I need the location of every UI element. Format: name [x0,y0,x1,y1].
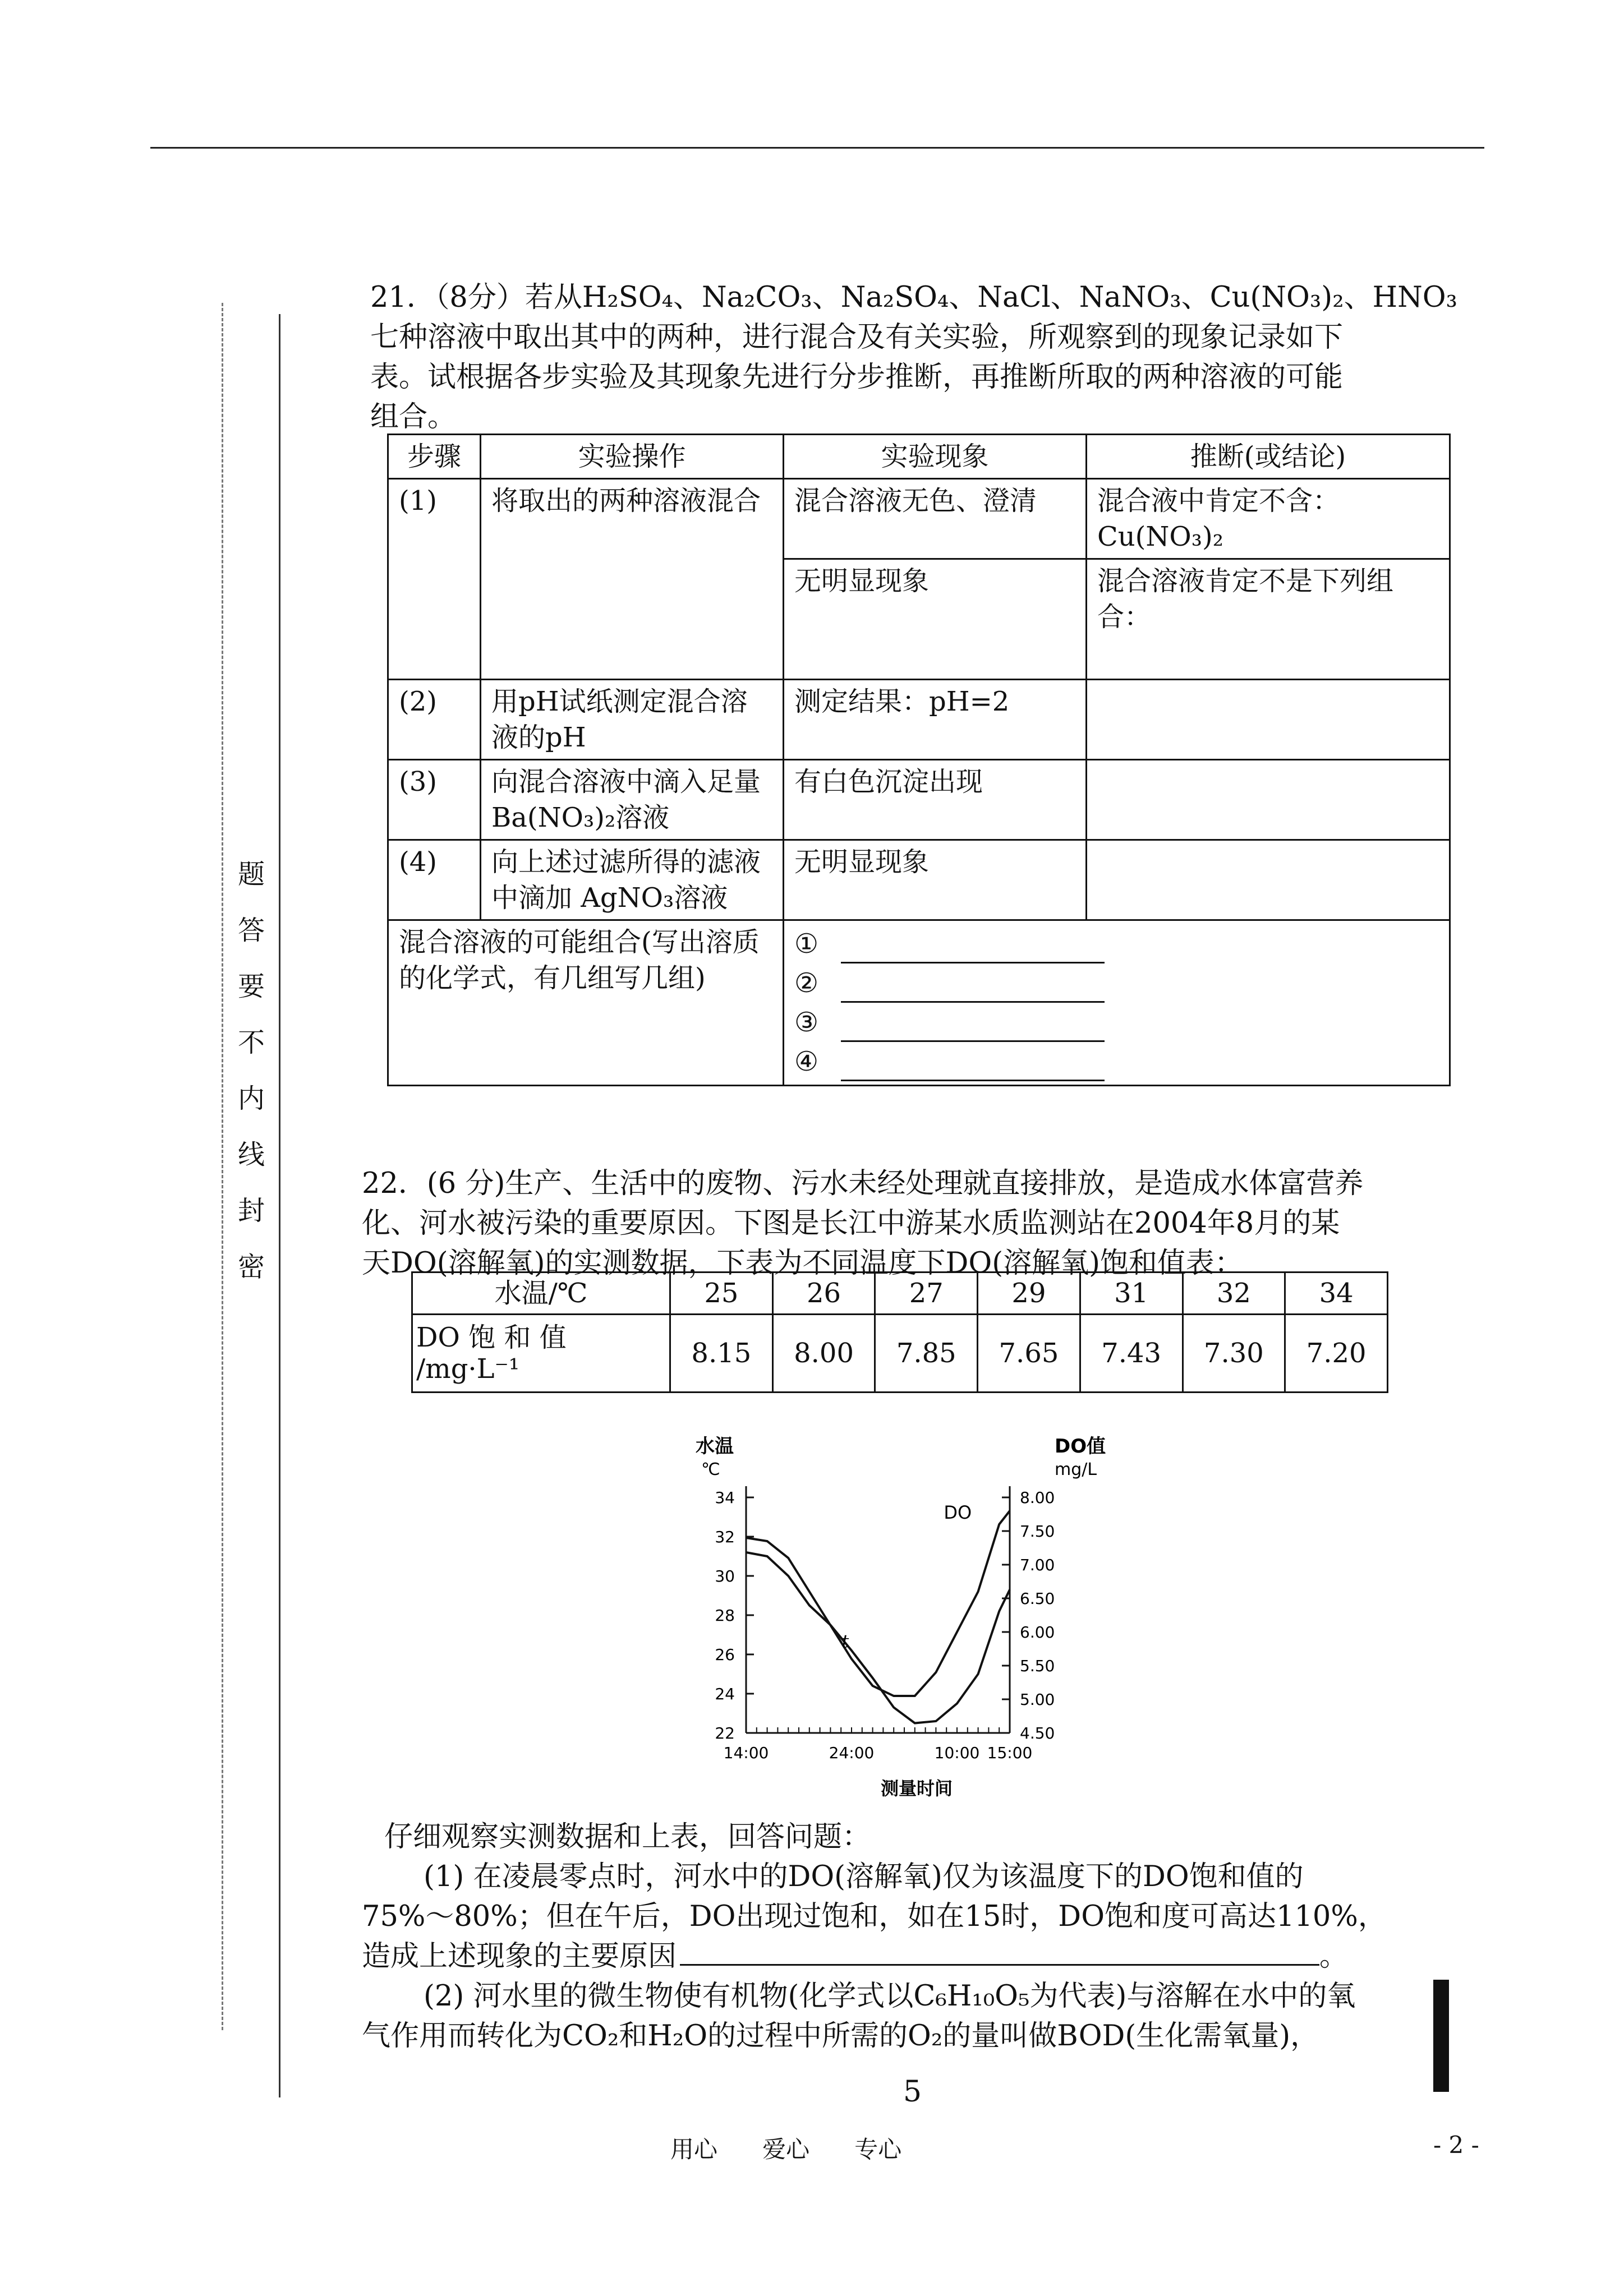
right-tick-label: 6.50 [1020,1589,1055,1608]
q22-line: 75%～80%；但在午后，DO出现过饱和，如在15时，DO饱和度可高达110%， [362,1900,1387,1933]
answer-blank[interactable] [680,1942,1319,1966]
do-cell: 8.15 [670,1315,773,1393]
combo-marker: ① [794,928,819,960]
q22-line: 化、河水被污染的重要原因。下图是长江中游某水质监测站在2004年8月的某 [362,1207,1340,1240]
series-line-DO [746,1511,1010,1696]
do-cell: 7.20 [1285,1315,1388,1393]
footer-center: 用心 爱心 专心 [670,2136,902,2163]
do-temperature-chart [662,1430,1144,1811]
combo-answers [784,920,1450,1086]
step-4-inference-answer[interactable] [1087,840,1450,920]
header-inference: 推断(或结论) [1087,435,1450,479]
temp-cell: 27 [875,1273,978,1315]
x-tick-label: 10:00 [934,1744,980,1762]
left-axis-title: 水温 [696,1435,734,1458]
right-axis-title: DO值 [1055,1435,1106,1458]
left-tick-label: 24 [715,1685,735,1703]
q22-line: 仔细观察实测数据和上表，回答问题： [384,1820,871,1854]
seal-char: 答 [237,915,265,946]
temp-cell: 25 [670,1273,773,1315]
temp-cell: 32 [1183,1273,1285,1315]
step-1-operation: 将取出的两种溶液混合 [481,479,784,680]
temp-label: 水温/℃ [412,1273,670,1315]
step-4-phenomenon: 无明显现象 [784,840,1087,920]
q22-line: 天DO(溶解氧)的实测数据，下表为不同温度下DO(溶解氧)饱和值表： [362,1247,1243,1280]
combo-line-1[interactable] [794,924,1439,963]
right-tick-label: 4.50 [1020,1724,1055,1742]
header-step: 步骤 [388,435,481,479]
right-tick-label: 8.00 [1020,1488,1055,1507]
answer-blank[interactable] [841,1012,1105,1042]
q21-table [387,434,1451,1086]
q21-line: 组合。 [370,400,457,434]
step-1-inference-a: 混合液中肯定不含：Cu(NO₃)₂ [1087,479,1450,559]
seal-char: 题 [237,859,265,890]
q22-questions [362,1817,1387,2056]
step-4-operation: 向上述过滤所得的滤液中滴加 AgNO₃溶液 [481,840,784,920]
combo-label: 混合溶液的可能组合(写出溶质的化学式，有几组写几组) [388,920,784,1086]
temp-cell: 34 [1285,1273,1388,1315]
header-operation: 实验操作 [481,435,784,479]
left-tick-label: 22 [715,1724,735,1742]
left-tick-label: 30 [715,1567,735,1585]
do-cell: 7.85 [875,1315,978,1393]
x-tick-label: 15:00 [987,1744,1033,1762]
seal-char: 封 [237,1195,265,1227]
q22-line: 气作用而转化为CO₂和H₂O的过程中所需的O₂的量叫做BOD(生化需氧量)， [362,2020,1319,2053]
temp-cell: 29 [978,1273,1080,1315]
right-tick-label: 5.50 [1020,1657,1055,1675]
right-tick-label: 7.00 [1020,1556,1055,1574]
step-2-operation: 用pH试纸测定混合溶液的pH [481,680,784,760]
seal-char: 线 [237,1139,265,1170]
seal-char: 不 [237,1027,265,1058]
step-2-inference-answer[interactable] [1087,680,1450,760]
do-cell: 7.30 [1183,1315,1285,1393]
combo-line-4[interactable] [794,1042,1439,1081]
series-label-t: t [841,1630,849,1652]
left-tick-label: 26 [715,1645,735,1664]
q22-line: 造成上述现象的主要原因 。 [362,1940,1349,1973]
step-1: (1) [388,479,481,680]
q22-line: (1) 在凌晨零点时，河水中的DO(溶解氧)仅为该温度下的DO饱和值的 [424,1860,1304,1893]
step-2-phenomenon: 测定结果：pH=2 [784,680,1087,760]
left-tick-label: 28 [715,1606,735,1625]
step-3: (3) [388,760,481,840]
right-axis-unit: mg/L [1055,1460,1097,1479]
header-phenomenon: 实验现象 [784,435,1087,479]
do-cell: 7.65 [978,1315,1080,1393]
step-2: (2) [388,680,481,760]
scan-edge-mark [1433,1980,1449,2092]
q21-line: 21．（8分）若从H₂SO₄、Na₂CO₃、Na₂SO₄、NaCl、NaNO₃、Cu(NO₃)₂、HNO₃ [370,281,1458,314]
do-label: DO 饱 和 值 /mg·L⁻¹ [412,1315,670,1393]
q22-intro [362,1164,1363,1283]
step-4: (4) [388,840,481,920]
step-1-phenomenon-a: 混合溶液无色、澄清 [784,479,1087,559]
do-cell: 7.43 [1080,1315,1183,1393]
step-3-phenomenon: 有白色沉淀出现 [784,760,1087,840]
binding-dashed-line [222,303,223,2030]
right-tick-label: 5.00 [1020,1690,1055,1709]
answer-blank[interactable] [841,934,1105,963]
answer-blank[interactable] [841,973,1105,1003]
left-tick-label: 34 [715,1488,735,1507]
series-line-t [746,1552,1010,1723]
answer-blank[interactable] [841,1052,1105,1081]
combo-line-2[interactable] [794,963,1439,1003]
combo-marker: ③ [794,1007,819,1038]
q22-line-text: 造成上述现象的主要原因 [362,1940,677,1973]
right-tick-label: 7.50 [1020,1522,1055,1541]
do-cell: 8.00 [772,1315,875,1393]
step-3-operation: 向混合溶液中滴入足量Ba(NO₃)₂溶液 [481,760,784,840]
series-label-DO: DO [944,1502,972,1523]
q22-line: (2) 河水里的微生物使有机物(化学式以C₆H₁₀O₅为代表)与溶解在水中的氧 [424,1980,1356,2013]
step-1-inference-b: 混合溶液肯定不是下列组合： [1087,559,1450,680]
left-tick-label: 32 [715,1528,735,1546]
seal-char: 密 [237,1251,265,1283]
page-number: 5 [903,2075,922,2109]
q21-line: 表。试根据各步实验及其现象先进行分步推断，再推断所取的两种溶液的可能 [370,361,1344,394]
combo-marker: ④ [794,1046,819,1077]
right-tick-label: 6.00 [1020,1623,1055,1642]
seal-line-notice [234,852,268,1301]
temp-cell: 31 [1080,1273,1183,1315]
q22-line: 22．(6 分)生产、生活中的废物、污水未经处理就直接排放，是造成水体富营养 [362,1167,1364,1200]
step-1-phenomenon-b: 无明显现象 [784,559,1087,680]
seal-char: 内 [237,1083,265,1114]
do-saturation-table [411,1271,1388,1393]
seal-char: 要 [237,971,265,1002]
top-rule [150,147,1484,149]
q21-line: 七种溶液中取出其中的两种，进行混合及有关实验，所观察到的现象记录如下 [370,321,1344,354]
temp-cell: 26 [772,1273,875,1315]
binding-line [279,314,280,2097]
left-axis-unit: ℃ [701,1460,720,1479]
footer-right: - 2 - [1433,2131,1479,2159]
x-tick-label: 24:00 [829,1744,875,1762]
x-tick-label: 14:00 [723,1744,769,1762]
combo-line-3[interactable] [794,1003,1439,1042]
x-axis-title: 测量时间 [881,1778,953,1799]
step-3-inference-answer[interactable] [1087,760,1450,840]
q21-intro [370,278,1457,437]
combo-marker: ② [794,967,819,999]
